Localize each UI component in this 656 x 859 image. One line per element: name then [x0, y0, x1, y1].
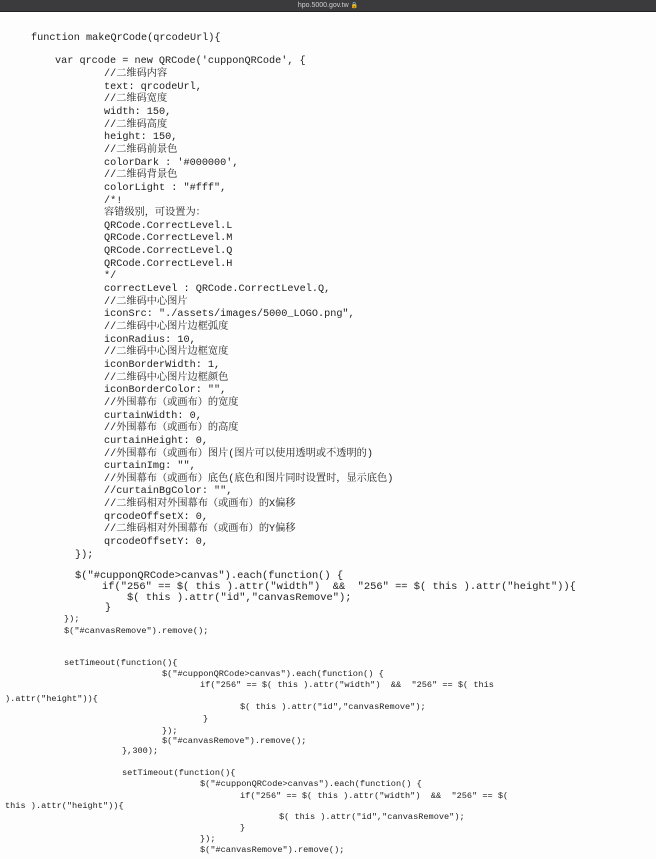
- code-line: $("#canvasRemove").remove();: [64, 626, 209, 636]
- code-line: //外围幕布（或画布）的宽度: [104, 397, 239, 409]
- code-line: },300);: [122, 746, 159, 756]
- browser-address-bar[interactable]: [0, 0, 656, 12]
- code-line: //二维码相对外围幕布（或画布）的X偏移: [104, 499, 296, 511]
- code-line: iconSrc: "./assets/images/5000_LOGO.png",: [104, 309, 355, 321]
- code-line: //外围幕布（或画布）图片(图片可以使用透明或不透明的): [104, 448, 373, 460]
- code-line: $("#canvasRemove").remove();: [162, 736, 307, 746]
- code-line: });: [162, 726, 178, 736]
- code-line: this ).attr("height")){: [5, 801, 124, 811]
- code-line: //二维码中心图片边框弧度: [104, 322, 229, 333]
- code-line: if("256" == $( this ).attr("width") && "256" == $(: [240, 791, 509, 801]
- code-line: //二维码中心图片: [104, 296, 188, 308]
- code-line: $("#cupponQRCode>canvas").each(function() {: [162, 669, 384, 679]
- code-line: //二维码中心图片边框颜色: [104, 372, 229, 384]
- code-line: /*!: [104, 195, 123, 207]
- code-line: QRCode.CorrectLevel.M: [104, 233, 233, 245]
- code-line: curtainHeight: 0,: [104, 435, 208, 447]
- code-line: //二维码中心图片边框宽度: [104, 347, 229, 359]
- code-line: });: [200, 834, 216, 844]
- code-line: $( this ).attr("id","canvasRemove");: [240, 702, 426, 712]
- code-line: if("256" == $( this ).attr("width") && "256" == $( this: [200, 680, 494, 690]
- code-line: height: 150,: [104, 132, 178, 144]
- code-line: var qrcode = new QRCode('cupponQRCode', {: [55, 56, 306, 67]
- code-line: QRCode.CorrectLevel.Q: [104, 246, 233, 258]
- code-line: });: [75, 550, 94, 561]
- code-line: //二维码宽度: [104, 94, 168, 106]
- code-line: curtainWidth: 0,: [104, 410, 202, 422]
- code-line: $( this ).attr("id","canvasRemove");: [127, 592, 352, 604]
- code-line: width: 150,: [104, 106, 172, 118]
- lock-icon: 🔒: [350, 3, 359, 9]
- code-line: text: qrcodeUrl,: [104, 81, 202, 93]
- code-line: iconBorderWidth: 1,: [104, 359, 221, 371]
- url-text: hpo.5000.gov.tw: [297, 2, 349, 9]
- code-line: if("256" == $( this ).attr("width") && "256" == $( this ).attr("height")){: [102, 581, 576, 593]
- code-line: QRCode.CorrectLevel.L: [104, 220, 233, 232]
- code-line: iconBorderColor: "",: [104, 385, 227, 397]
- code-line: //二维码背景色: [104, 170, 178, 182]
- code-line: //二维码内容: [104, 69, 168, 80]
- code-line: function makeQrCode(qrcodeUrl){: [31, 33, 221, 44]
- code-line: setTimeout(function(){: [122, 768, 236, 778]
- code-line: $("#canvasRemove").remove();: [200, 845, 345, 855]
- url-display[interactable]: [0, 0, 656, 12]
- code-line: correctLevel : QRCode.CorrectLevel.Q,: [104, 284, 331, 296]
- code-line: qrcodeOffsetY: 0,: [104, 537, 208, 549]
- code-line: 容错级别，可设置为：: [104, 208, 206, 220]
- code-line: $("#cupponQRCode>canvas").each(function() {: [75, 570, 344, 582]
- code-line: */: [104, 271, 117, 283]
- code-line: });: [64, 614, 80, 624]
- code-line: //二维码高度: [104, 119, 168, 131]
- code-line: $("#cupponQRCode>canvas").each(function() {: [200, 779, 422, 789]
- code-line: colorLight : "#fff",: [104, 182, 227, 194]
- code-line: ).attr("height")){: [5, 694, 98, 704]
- code-line: $( this ).attr("id","canvasRemove");: [279, 812, 465, 822]
- code-line: setTimeout(function(){: [64, 658, 178, 668]
- code-line: //外围幕布（或画布）的高度: [104, 423, 239, 435]
- code-line: //外围幕布（或画布）底色(底色和图片同时设置时，显示底色): [104, 473, 394, 485]
- code-line: //二维码相对外围幕布（或画布）的Y偏移: [104, 524, 296, 536]
- code-line: }: [240, 823, 246, 833]
- code-line: curtainImg: "",: [104, 461, 196, 473]
- code-line: iconRadius: 10,: [104, 334, 196, 346]
- code-line: //curtainBgColor: "",: [104, 486, 233, 498]
- code-line: colorDark : '#000000',: [104, 157, 239, 169]
- code-line: }: [105, 603, 112, 614]
- code-line: QRCode.CorrectLevel.H: [104, 258, 233, 270]
- code-line: //二维码前景色: [104, 144, 178, 156]
- code-line: }: [203, 714, 209, 724]
- code-line: qrcodeOffsetX: 0,: [104, 511, 208, 523]
